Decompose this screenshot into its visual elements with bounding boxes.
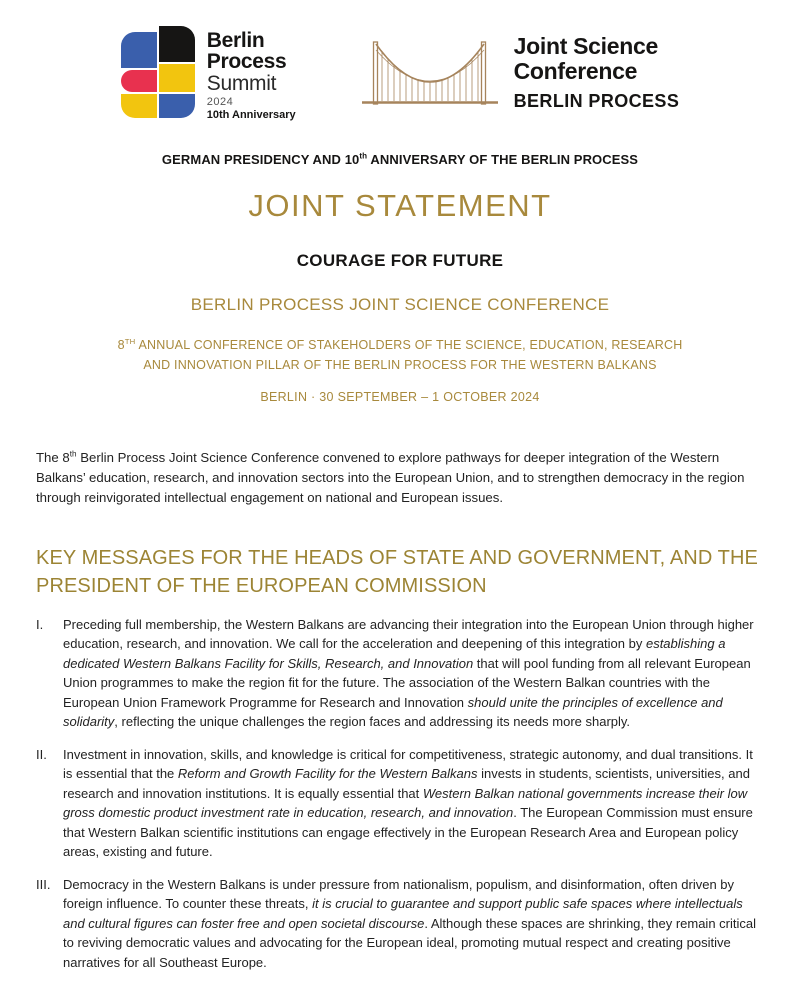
item-numeral: III. [36,876,51,892]
summit-logo-line2: Process [206,50,287,74]
summit-logo-line3: Summit [206,71,277,95]
jsc-logo-line3: BERLIN PROCESS [513,90,680,111]
summit-logo-line1: Berlin [206,29,265,52]
bridge-icon [360,28,500,118]
item-text: Preceding full membership, the Western Balkans are advancing their integration into the European Union through higher education, research, and innovation. We call for the acceleration and deepening of this integration by establishing a dedicated Western Balkans Facility for Skills, Research, and Innovation that will pool funding from all relevant European Union programmes to make the region fit for the future. The association of the Western Balkan countries with the European Union Framework Programme for Research and Innovation should unite the principles of excellence and solidarity, reflecting the unique challenges the region faces and addressing its needs more sharply. [63,616,754,730]
item-numeral: I. [36,616,44,632]
key-messages-heading: KEY MESSAGES FOR THE HEADS OF STATE AND GOVERNMENT, AND THE PRESIDENT OF THE EUROPEAN COMMISSION [36,546,758,598]
jsc-logo-line2: Conference [513,57,638,84]
item-numeral: II. [36,746,47,762]
summit-logo-text [207,26,296,122]
list-item [36,745,764,862]
summit-logo-year: 2024 [206,96,234,109]
conference-subtitle: 8TH ANNUAL CONFERENCE OF STAKEHOLDERS OF THE SCIENCE, EDUCATION, RESEARCH AND INNOVATION PILLAR OF THE BERLIN PROCESS FOR THE WESTERN BALKANS [117,336,683,372]
summit-logo-mark-icon [121,26,195,118]
page-title: JOINT STATEMENT [248,187,552,223]
jsc-logo-text [514,26,680,112]
key-messages-list [36,615,764,973]
list-item [36,875,764,973]
summit-logo-anniversary: 10th Anniversary [206,109,296,122]
item-text: Democracy in the Western Balkans is under pressure from nationalism, populism, and disinformation, often driven by foreign influence. To counter these threats, it is crucial to guarantee and support public safe spaces where intellectuals and cultural figures can foster free and open societal discourse. Although these spaces are shrinking, they remain critical to reviving democratic values and advocating for the European ideal, promoting mutual respect and creating positive narratives for all Southeast Europe. [63,876,756,970]
presidency-banner: GERMAN PRESIDENCY AND 10th ANNIVERSARY OF THE BERLIN PROCESS [161,151,639,167]
item-text: Investment in innovation, skills, and knowledge is critical for competitiveness, strategic autonomy, and dual transitions. It is essential that the Reform and Growth Facility for the Western Balkans invests in students, scientists, universities, and research and innovation institutions. It is equally essential that Western Balkan national governments increase their low gross domestic product investment rate in education, research, and innovation. The European Commission must ensure that Western Balkan scientific institutions can engage effectively in the European Research Area and European policy areas, existing and future. [63,746,753,860]
jsc-logo-line1: Joint Science [513,33,658,59]
header [36,0,764,122]
event-dateline: BERLIN · 30 SEPTEMBER – 1 OCTOBER 2024 [260,389,540,404]
subtitle-courage: COURAGE FOR FUTURE [296,250,504,270]
berlin-process-summit-logo [121,26,296,122]
conference-title: BERLIN PROCESS JOINT SCIENCE CONFERENCE [190,294,610,314]
intro-paragraph: The 8th Berlin Process Joint Science Conference convened to explore pathways for deeper integration of the Western Balkans’ education, research, and innovation sectors into the European Union, and to strengthen democracy in the region through reinvigorated intellectual engagement on national and European issues. [36,449,745,505]
joint-science-conference-logo [360,26,680,118]
list-item [36,615,764,732]
